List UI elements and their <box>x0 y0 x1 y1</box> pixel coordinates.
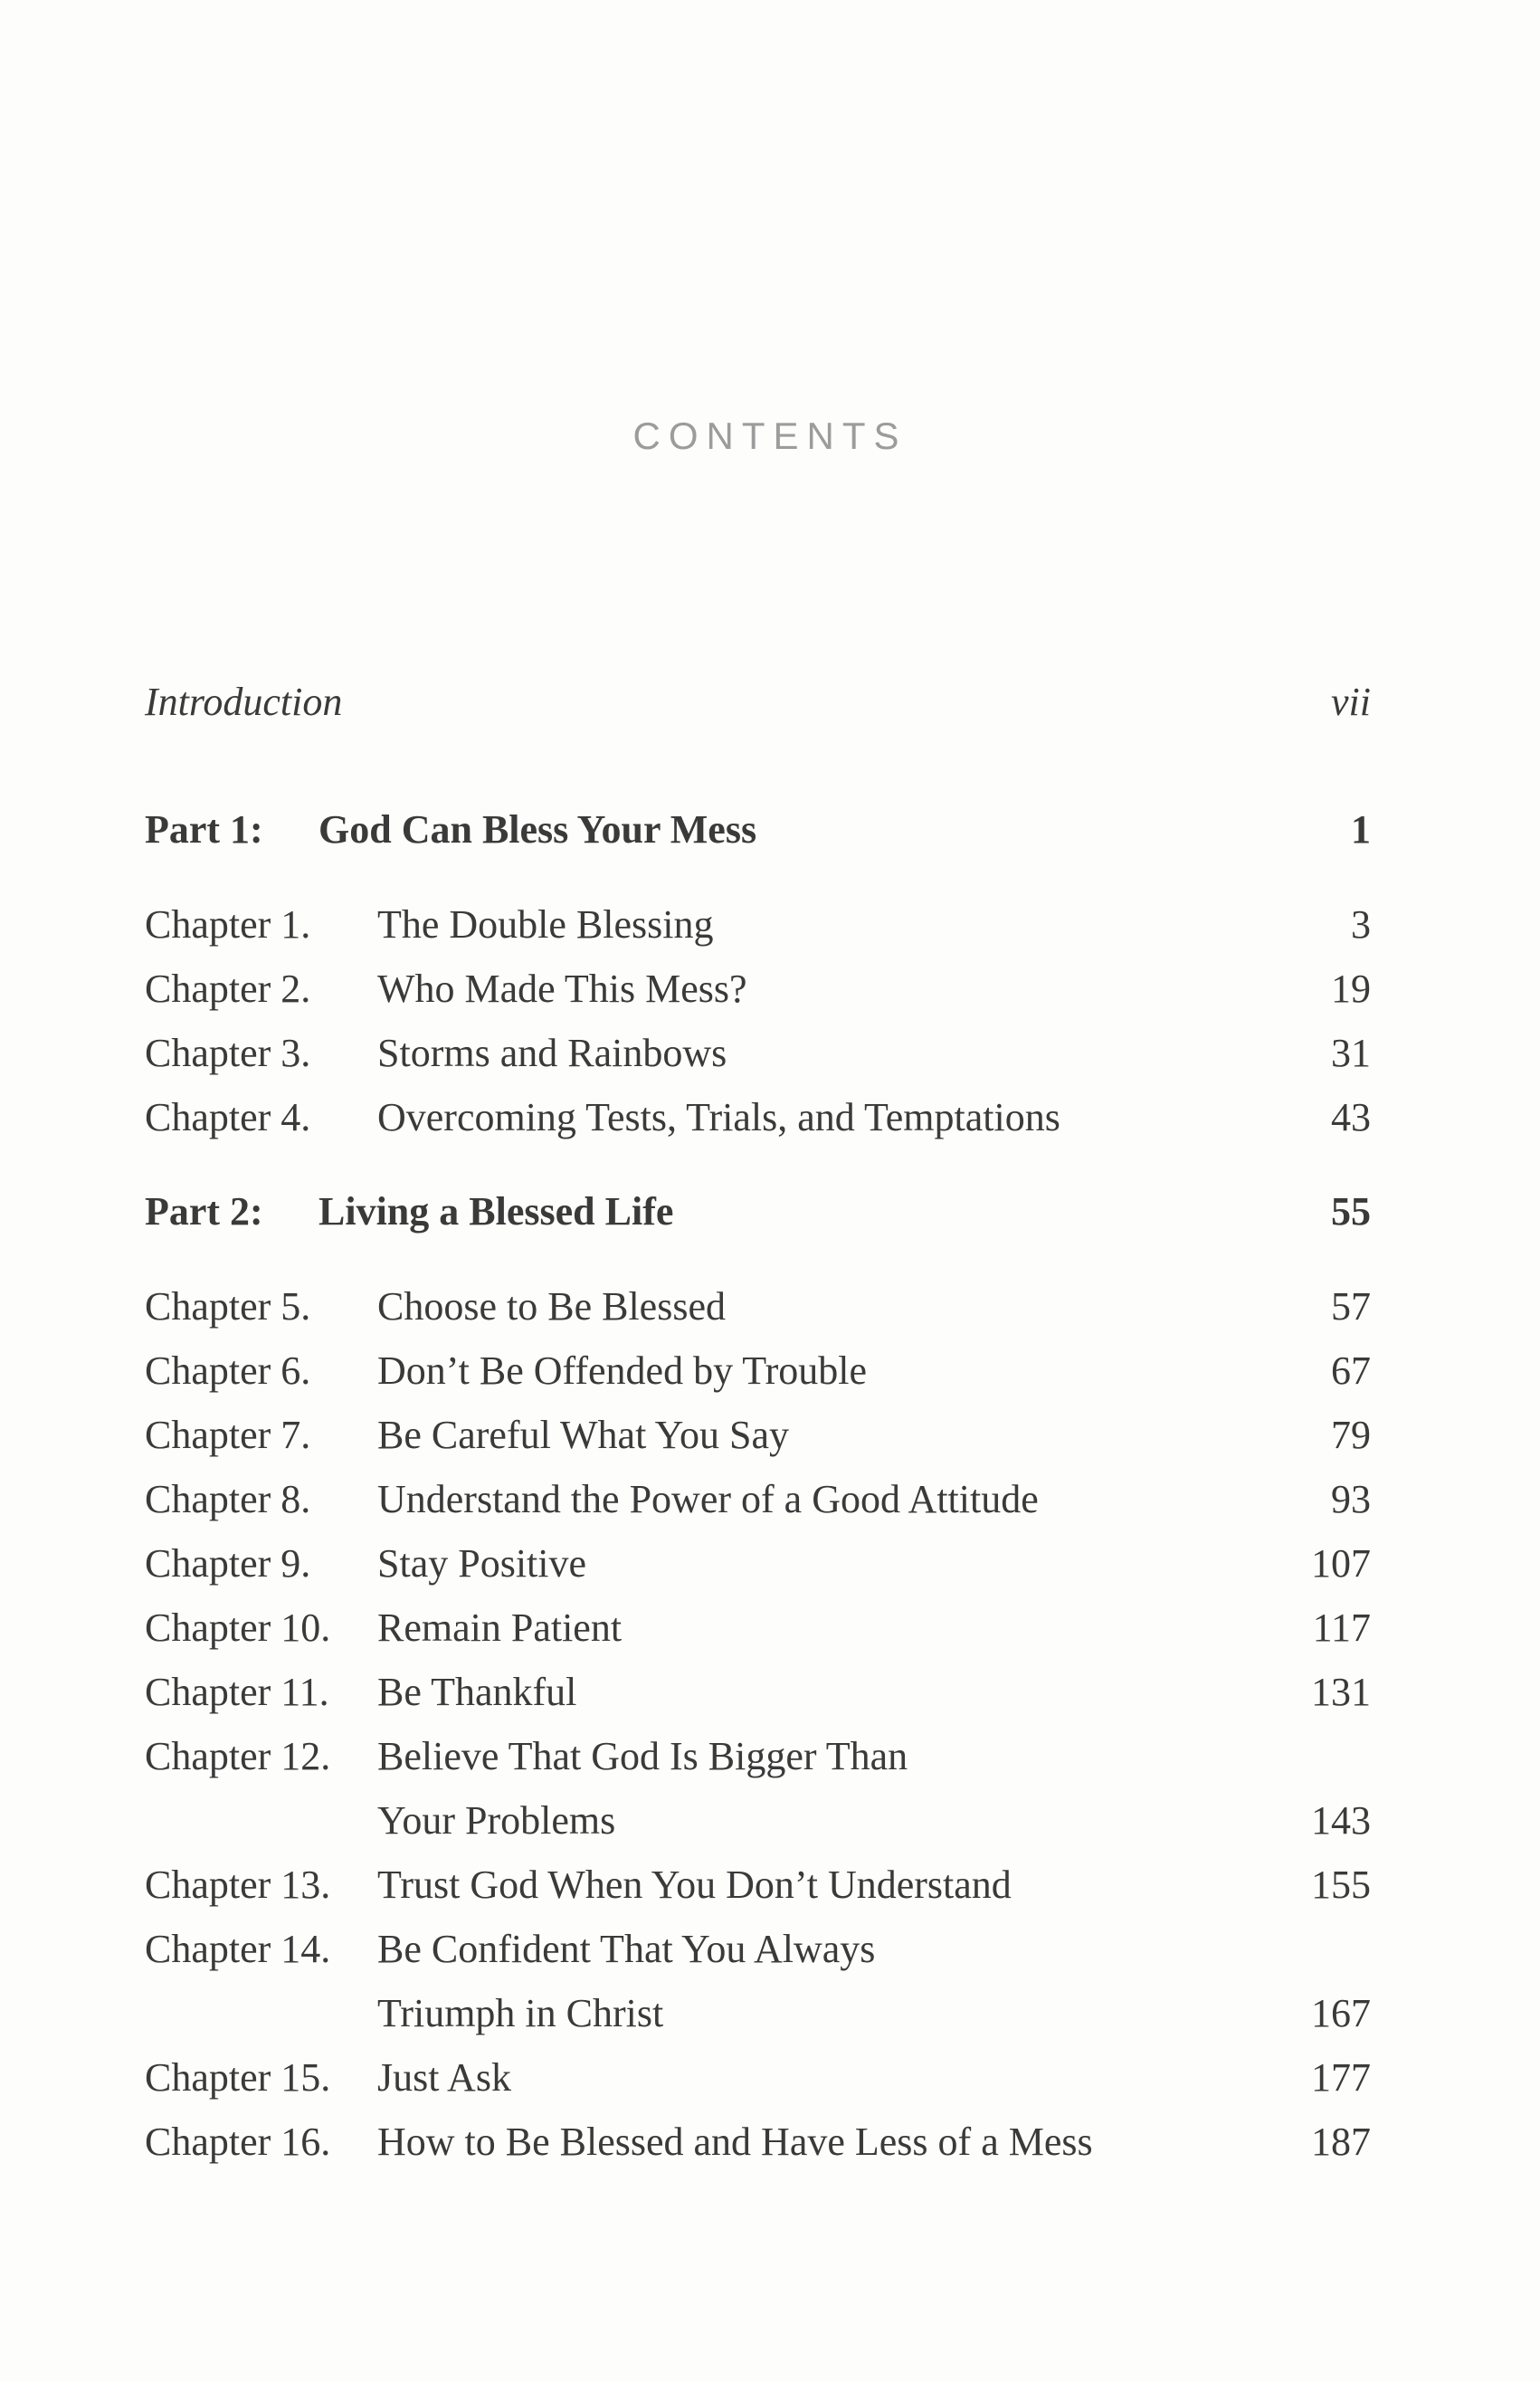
entry-title: The Double Blessing <box>377 902 714 947</box>
toc-entry-part-2[interactable] <box>145 1179 1371 1243</box>
entry-title: Introduction <box>145 680 343 724</box>
entry-page: 43 <box>1331 1095 1371 1139</box>
entry-page: 79 <box>1331 1413 1371 1457</box>
entry-title: Remain Patient <box>377 1605 623 1650</box>
entry-page: 1 <box>1351 807 1371 852</box>
entry-page: 143 <box>1311 1798 1371 1843</box>
page-title: CONTENTS <box>632 414 908 457</box>
toc-entry-chapter-2[interactable] <box>145 957 1371 1021</box>
entry-label: Chapter 7. <box>145 1413 311 1457</box>
entry-page: 31 <box>1331 1031 1371 1075</box>
toc-entry-chapter-9[interactable] <box>145 1531 1371 1596</box>
entry-title: Storms and Rainbows <box>377 1031 727 1075</box>
entry-label: Chapter 1. <box>145 902 311 947</box>
entry-page: 187 <box>1311 2120 1371 2164</box>
toc-entry-chapter-8[interactable] <box>145 1467 1371 1531</box>
entry-title: Trust God When You Don’t Understand <box>377 1863 1012 1907</box>
entry-label: Part 1: <box>145 807 263 852</box>
toc-entry-chapter-6[interactable] <box>145 1339 1371 1403</box>
entry-label: Chapter 2. <box>145 967 311 1011</box>
entry-label: Chapter 14. <box>145 1927 331 1971</box>
entry-label: Chapter 15. <box>145 2055 331 2100</box>
entry-label: Chapter 10. <box>145 1605 331 1650</box>
toc-entry-chapter-7[interactable] <box>145 1403 1371 1467</box>
entry-page: 167 <box>1311 1991 1371 2035</box>
entry-label: Chapter 16. <box>145 2120 331 2164</box>
entry-title: Stay Positive <box>377 1541 587 1586</box>
entry-title: Believe That God Is Bigger Than <box>377 1734 908 1778</box>
entry-title: Living a Blessed Life <box>318 1189 674 1234</box>
toc-entry-chapter-12[interactable] <box>145 1724 1371 1788</box>
toc-entry-chapter-16[interactable] <box>145 2110 1371 2174</box>
entry-title-continued: Your Problems <box>377 1798 616 1843</box>
entry-label: Chapter 4. <box>145 1095 311 1139</box>
entry-label: Chapter 6. <box>145 1348 311 1393</box>
toc-entry-introduction[interactable] <box>145 670 1371 734</box>
entry-label: Chapter 13. <box>145 1863 331 1907</box>
entry-title: Overcoming Tests, Trials, and Temptations <box>377 1095 1060 1139</box>
toc-entry-chapter-14-continued[interactable] <box>145 1981 1371 2045</box>
entry-title: Be Confident That You Always <box>377 1927 876 1971</box>
entry-title: How to Be Blessed and Have Less of a Mess <box>377 2120 1093 2164</box>
entry-title: Understand the Power of a Good Attitude <box>377 1477 1039 1521</box>
entry-page: 55 <box>1331 1189 1371 1234</box>
entry-title: Be Careful What You Say <box>377 1413 790 1457</box>
entry-page: 3 <box>1351 902 1371 947</box>
entry-label: Chapter 3. <box>145 1031 311 1075</box>
entry-title-continued: Triumph in Christ <box>377 1991 664 2035</box>
entry-title: Just Ask <box>377 2055 511 2100</box>
entry-page: 131 <box>1311 1670 1371 1714</box>
toc-entry-chapter-13[interactable] <box>145 1853 1371 1917</box>
entry-page: 57 <box>1331 1284 1371 1329</box>
toc-entry-chapter-12-continued[interactable] <box>145 1788 1371 1853</box>
entry-label: Chapter 12. <box>145 1734 331 1778</box>
entry-title: God Can Bless Your Mess <box>318 807 757 852</box>
entry-page: 67 <box>1331 1348 1371 1393</box>
entry-page: 155 <box>1311 1863 1371 1907</box>
toc-entry-chapter-5[interactable] <box>145 1274 1371 1339</box>
entry-page: 177 <box>1311 2055 1371 2100</box>
toc-entry-chapter-3[interactable] <box>145 1021 1371 1085</box>
toc-entry-chapter-10[interactable] <box>145 1596 1371 1660</box>
entry-page: 19 <box>1331 967 1371 1011</box>
entry-page: 107 <box>1311 1541 1371 1586</box>
toc-entry-chapter-4[interactable] <box>145 1085 1371 1149</box>
toc-entry-chapter-11[interactable] <box>145 1660 1371 1724</box>
table-of-contents <box>145 670 1371 2174</box>
entry-title: Don’t Be Offended by Trouble <box>377 1348 868 1393</box>
toc-entry-chapter-14[interactable] <box>145 1917 1371 1981</box>
entry-label: Chapter 5. <box>145 1284 311 1329</box>
entry-page: vii <box>1331 680 1371 724</box>
entry-title: Who Made This Mess? <box>377 967 747 1011</box>
toc-entry-part-1[interactable] <box>145 797 1371 862</box>
entry-page: 93 <box>1331 1477 1371 1521</box>
entry-label: Chapter 11. <box>145 1670 329 1714</box>
entry-label: Chapter 9. <box>145 1541 311 1586</box>
toc-entry-chapter-15[interactable] <box>145 2045 1371 2110</box>
entry-label: Chapter 8. <box>145 1477 311 1521</box>
entry-title: Be Thankful <box>377 1670 577 1714</box>
toc-entry-chapter-1[interactable] <box>145 892 1371 957</box>
entry-label: Part 2: <box>145 1189 263 1234</box>
entry-title: Choose to Be Blessed <box>377 1284 726 1329</box>
entry-page: 117 <box>1312 1605 1371 1650</box>
